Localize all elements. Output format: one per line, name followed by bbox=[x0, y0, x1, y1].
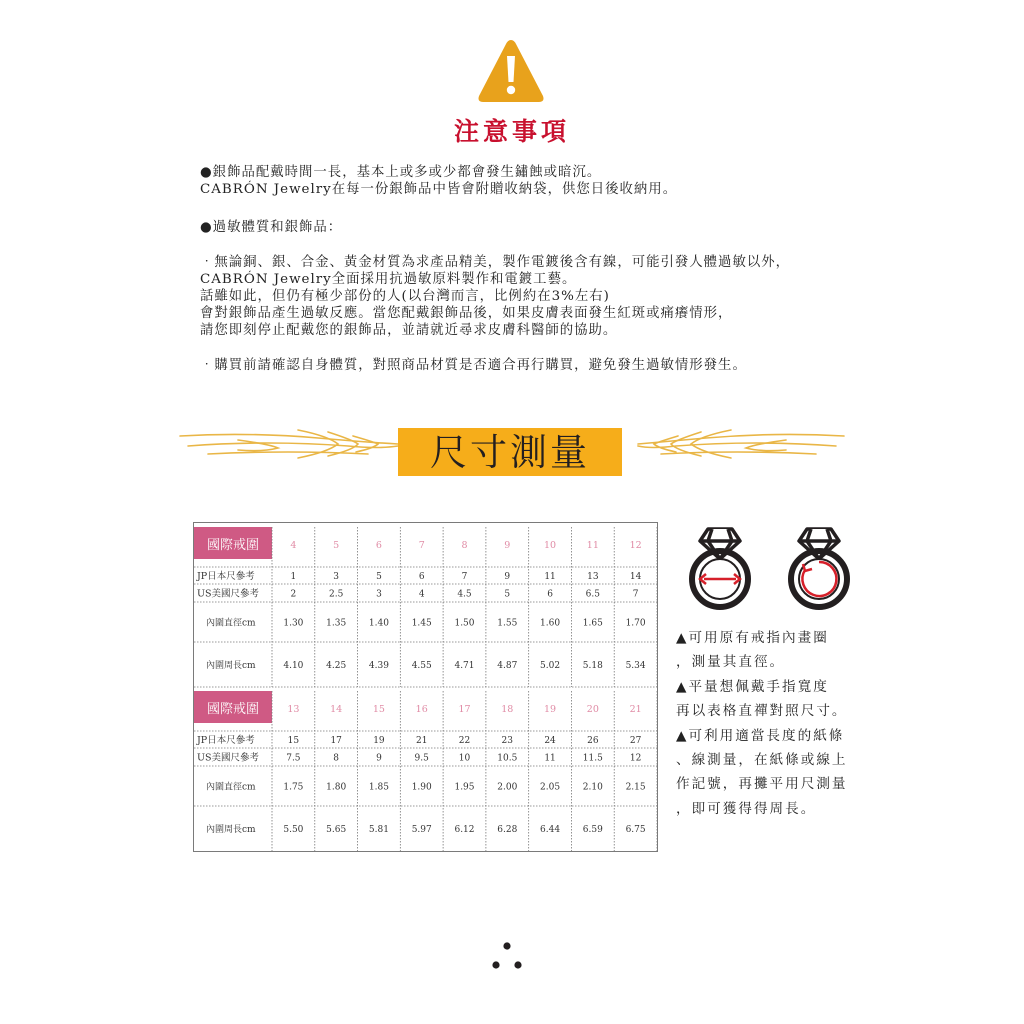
size-number: 17 bbox=[458, 704, 471, 715]
table-cell: 10.5 bbox=[497, 753, 518, 764]
table-cell: 12 bbox=[629, 753, 642, 764]
size-number: 18 bbox=[501, 704, 514, 715]
table-cell: 10 bbox=[458, 753, 471, 764]
table-cell: 4.55 bbox=[411, 661, 432, 671]
table-cell: 5.02 bbox=[540, 661, 561, 671]
row-label: 內圍周長cm bbox=[206, 661, 256, 671]
tip-line: 作記號，再攤平用尺測量 bbox=[676, 776, 848, 793]
warning-triangle-icon bbox=[477, 38, 545, 104]
table-cell: 9 bbox=[504, 572, 511, 582]
table-cell: 8 bbox=[333, 753, 340, 764]
table-cell: 19 bbox=[373, 736, 385, 746]
table-cell: 4.71 bbox=[454, 661, 475, 671]
row-label: JP日本尺參考 bbox=[197, 735, 255, 746]
tip-line: 再以表格直禪對照尺寸。 bbox=[676, 703, 848, 720]
size-number: 9 bbox=[504, 540, 511, 551]
notice-line: 會對銀飾品產生過敏反應。當您配戴銀飾品後，如果皮膚表面發生紅斑或痛癢情形， bbox=[200, 306, 733, 321]
size-number: 21 bbox=[629, 704, 642, 715]
table-cell: 24 bbox=[544, 736, 556, 746]
table-cell: 1.95 bbox=[454, 782, 475, 793]
table-cell: 1.90 bbox=[411, 782, 432, 793]
size-section-title: 尺寸測量 bbox=[430, 430, 590, 474]
table-cell: 1.50 bbox=[454, 618, 475, 629]
size-number: 7 bbox=[418, 540, 425, 551]
size-header-label: 國際戒圍 bbox=[206, 538, 260, 553]
size-header-label: 國際戒圍 bbox=[206, 702, 260, 717]
table-cell: 9 bbox=[376, 753, 382, 764]
table-cell: 6.28 bbox=[497, 825, 518, 835]
table-cell: 14 bbox=[629, 572, 642, 582]
table-cell: 7 bbox=[632, 589, 639, 600]
gold-flourish-ornament-left bbox=[178, 422, 400, 466]
size-number: 15 bbox=[372, 704, 385, 715]
notice-line: CABRÓN Jewelry在每一份銀飾品中皆會附贈收納袋，供您日後收納用。 bbox=[200, 182, 678, 197]
table-cell: 5.81 bbox=[368, 825, 389, 835]
table-cell: 1.70 bbox=[625, 618, 646, 629]
table-cell: 6 bbox=[547, 589, 553, 600]
notice-line: ‧無論銅、銀、合金、黃金材質為求產品精美，製作電鍍後含有鎳，可能引發人體過敏以外， bbox=[200, 255, 791, 270]
table-cell: 23 bbox=[501, 736, 514, 746]
table-cell: 1.40 bbox=[368, 618, 389, 629]
table-cell: 2.5 bbox=[329, 589, 344, 600]
size-number: 11 bbox=[586, 540, 599, 551]
table-cell: 5.34 bbox=[625, 661, 646, 671]
notice-line: ‧購買前請確認自身體質，對照商品材質是否適合再行購買，避免發生過敏情形發生。 bbox=[200, 358, 747, 373]
table-cell: 1.55 bbox=[497, 618, 518, 629]
table-cell: 21 bbox=[415, 736, 428, 746]
table-cell: 6.59 bbox=[582, 825, 603, 835]
table-cell: 4 bbox=[418, 589, 425, 600]
notice-paragraph bbox=[200, 254, 880, 339]
table-cell: 11 bbox=[544, 572, 556, 582]
table-cell: 4.5 bbox=[457, 589, 472, 600]
table-cell: 4.87 bbox=[497, 661, 518, 671]
notice-line: 請您即刻停止配戴您的銀飾品，並請就近尋求皮膚科醫師的協助。 bbox=[200, 323, 618, 338]
notice-paragraph bbox=[200, 219, 880, 236]
table-cell: 1.45 bbox=[411, 618, 432, 629]
table-cell: 6.44 bbox=[540, 825, 561, 835]
tip-line: ▲可用原有戒指內畫圈 bbox=[676, 630, 829, 646]
size-number: 5 bbox=[333, 540, 340, 551]
tip-line: ▲平量想佩戴手指寬度 bbox=[676, 678, 829, 695]
tip-line: ▲可利用適當長度的紙條 bbox=[676, 727, 845, 744]
table-cell: 2.10 bbox=[582, 782, 603, 793]
table-cell: 4.39 bbox=[368, 661, 389, 671]
size-number: 20 bbox=[586, 704, 599, 715]
table-cell: 4.25 bbox=[326, 661, 347, 671]
table-cell: 2 bbox=[290, 589, 297, 600]
table-cell: 22 bbox=[458, 736, 471, 746]
table-cell: 5.97 bbox=[411, 825, 432, 835]
row-label: 內圍直徑cm bbox=[206, 618, 256, 629]
notice-paragraph bbox=[200, 357, 880, 374]
table-cell: 13 bbox=[587, 572, 599, 582]
table-cell: 6 bbox=[418, 572, 425, 582]
row-label: US美國尺參考 bbox=[197, 752, 260, 764]
table-cell: 3 bbox=[376, 589, 382, 600]
three-dots-icon bbox=[490, 940, 524, 972]
size-number: 16 bbox=[415, 704, 428, 715]
notice-line: ●銀飾品配戴時間一長，基本上或多或少都會發生鏽蝕或暗沉。 bbox=[200, 165, 602, 180]
table-cell: 1.30 bbox=[283, 618, 304, 629]
tip-line: ，測量其直徑。 bbox=[676, 654, 786, 671]
tip-line: ，即可獲得得周長。 bbox=[676, 800, 817, 817]
table-cell: 27 bbox=[629, 736, 642, 746]
ring-size-table bbox=[193, 522, 658, 852]
table-cell: 3 bbox=[333, 572, 340, 582]
table-cell: 15 bbox=[287, 736, 300, 746]
row-label: 內圍直徑cm bbox=[206, 782, 256, 793]
table-cell: 2.00 bbox=[497, 782, 518, 793]
table-cell: 7 bbox=[461, 572, 468, 582]
notice-title: 注意事項 bbox=[453, 117, 570, 146]
gold-flourish-ornament-right bbox=[636, 422, 846, 466]
table-cell: 5 bbox=[504, 589, 511, 600]
table-cell: 1.65 bbox=[582, 618, 603, 629]
table-cell: 2.15 bbox=[625, 782, 646, 793]
table-cell: 5.50 bbox=[283, 825, 304, 835]
table-cell: 4.10 bbox=[283, 661, 304, 671]
table-cell: 1.35 bbox=[326, 618, 347, 629]
table-cell: 5.18 bbox=[582, 661, 603, 671]
table-cell: 26 bbox=[587, 736, 599, 746]
table-cell: 11 bbox=[544, 753, 556, 764]
row-label: JP日本尺參考 bbox=[197, 571, 255, 582]
table-cell: 5.65 bbox=[326, 825, 347, 835]
notice-line: 話雖如此，但仍有極少部份的人(以台灣而言，比例約在3%左右) bbox=[200, 289, 610, 304]
table-cell: 6.12 bbox=[454, 825, 475, 835]
row-label: 內圍周長cm bbox=[206, 825, 256, 835]
table-cell: 6.5 bbox=[585, 589, 600, 600]
size-number: 8 bbox=[461, 540, 468, 551]
table-cell: 1.75 bbox=[283, 782, 304, 793]
row-label: US美國尺參考 bbox=[197, 588, 260, 600]
measurement-tips bbox=[676, 626, 876, 821]
size-number: 14 bbox=[330, 704, 343, 715]
table-cell: 5 bbox=[376, 572, 382, 582]
ring-size-table-canvas bbox=[194, 523, 657, 851]
size-number: 4 bbox=[290, 540, 297, 551]
notice-line: ●過敏體質和銀飾品： bbox=[200, 220, 343, 235]
table-cell: 7.5 bbox=[286, 753, 301, 764]
size-number: 19 bbox=[544, 704, 557, 715]
size-section-banner bbox=[398, 428, 622, 476]
notice-line: CABRÓN Jewelry全面採用抗過敏原料製作和電鍍工藝。 bbox=[200, 272, 577, 287]
ring-circumference-icon bbox=[783, 521, 855, 611]
notice-paragraph bbox=[200, 164, 880, 198]
table-cell: 1 bbox=[290, 572, 297, 582]
table-cell: 17 bbox=[330, 736, 342, 746]
table-cell: 1.60 bbox=[540, 618, 561, 629]
table-cell: 1.85 bbox=[368, 782, 389, 793]
table-cell: 6.75 bbox=[625, 825, 646, 835]
table-cell: 1.80 bbox=[326, 782, 347, 793]
ring-diameter-icon bbox=[684, 521, 756, 611]
size-number: 10 bbox=[544, 540, 557, 551]
table-cell: 9.5 bbox=[414, 753, 429, 764]
size-number: 6 bbox=[375, 540, 382, 551]
table-cell: 11.5 bbox=[582, 753, 603, 764]
size-number: 12 bbox=[629, 540, 642, 551]
size-number: 13 bbox=[287, 704, 300, 715]
tip-line: 、線測量，在紙條或線上 bbox=[676, 752, 848, 769]
table-cell: 2.05 bbox=[540, 782, 561, 793]
